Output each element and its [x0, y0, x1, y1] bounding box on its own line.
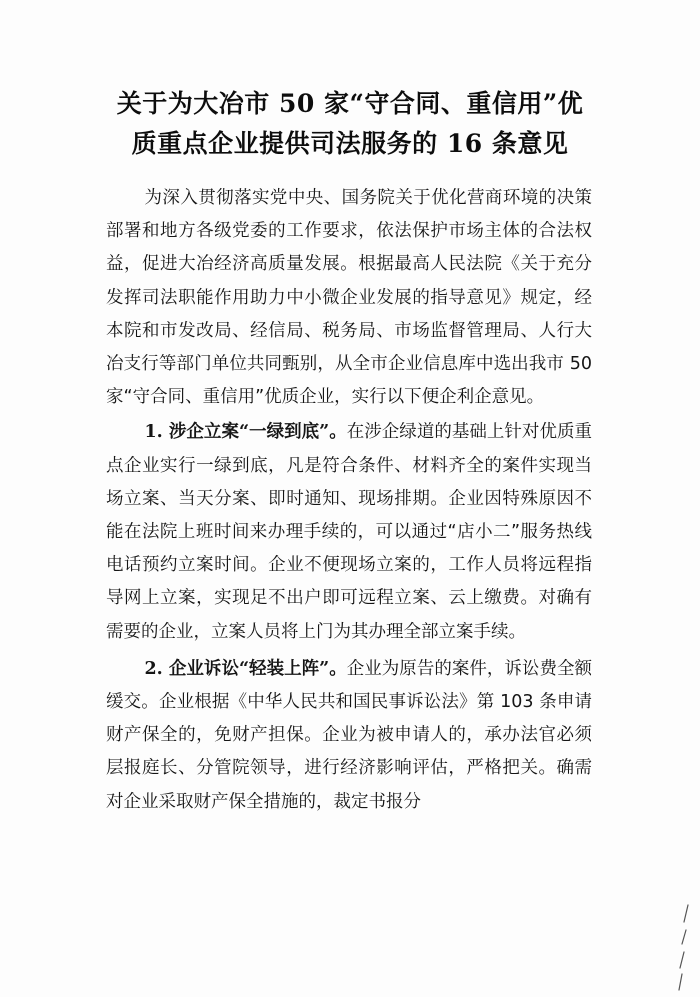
- item-2-heading: 2. 企业诉讼“轻装上阵”。: [144, 658, 347, 679]
- item-paragraph-1: [106, 416, 592, 648]
- item-2-text: 企业为原告的案件，诉讼费全额缓交。企业根据《中华人民共和国民事诉讼法》第 103 条申请财产保全的，免财产担保。企业为被申请人的，承办法官必须层报庭长、分管院领导，进行经济影响评估，严格把关。确需对企业采取财产保全措施的，裁定书报分: [106, 658, 592, 812]
- item-1-text: 在涉企绿道的基础上针对优质重点企业实行一绿到底，凡是符合条件、材料齐全的案件实现当场立案、当天分案、即时通知、现场排期。企业因特殊原因不能在法院上班时间来办理手续的，可以通过“店小二”服务热线电话预约立案时间。企业不便现场立案的，工作人员将远程指导网上立案，实现足不出户即可远程立案、云上缴费。对确有需要的企业，立案人员将上门为其办理全部立案手续。: [106, 422, 592, 642]
- item-1-heading: 1. 涉企立案“一绿到底”。: [144, 422, 347, 443]
- document-body: [106, 182, 592, 819]
- intro-paragraph: 为深入贯彻落实党中央、国务院关于优化营商环境的决策部署和地方各级党委的工作要求，依法保护市场主体的合法权益，促进大冶经济高质量发展。根据最高人民法院《关于充分发挥司法职能作用助力中小微企业发展的指导意见》规定，经本院和市发改局、经信局、税务局、市场监督管理局、人行大冶支行等部门单位共同甄别，从全市企业信息库中选出我市 50 家“守合同、重信用”优质企业，实行以下便企利企意见。: [106, 188, 592, 408]
- item-paragraph-2: [106, 653, 592, 819]
- title-line-1: 关于为大冶市 50 家“守合同、重信用”优: [116, 89, 584, 118]
- document-title: [60, 84, 640, 164]
- title-line-2: 质重点企业提供司法服务的 16 条意见: [131, 129, 569, 158]
